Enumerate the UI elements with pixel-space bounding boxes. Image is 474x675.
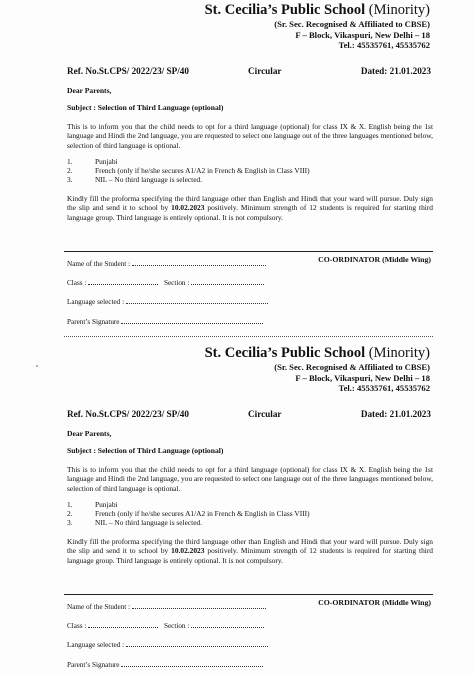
school-address: F – Block, Vikaspuri, New Delhi – 18	[295, 372, 430, 383]
instruction-text-end: positively. Minimum strength of 12 students is required for starting third language group. Third language is entirely optional. It is not compulsory.	[67, 203, 433, 222]
class-blank[interactable]	[88, 278, 158, 285]
language-options-list	[67, 500, 427, 528]
list-item	[67, 500, 427, 509]
school-minority: (Minority)	[368, 345, 430, 361]
option-number: 1.	[67, 157, 73, 166]
student-name-field[interactable]	[67, 259, 266, 268]
school-phone: Tel.: 45535761, 45535762	[338, 383, 430, 393]
language-selected-label: Language selected :	[67, 298, 125, 306]
school-header	[130, 2, 430, 51]
language-selected-label: Language selected :	[67, 641, 125, 649]
circular-date: Dated: 21.01.2023	[360, 409, 431, 419]
intro-paragraph: This is to inform you that the child needs to opt for a third language (optional) for class IX & X. English being the 1st language and Hindi the 2nd language, you are requested to select one language out of the three languages mentioned below, selection of third language is optional.	[67, 465, 433, 493]
option-number: 1.	[67, 500, 73, 509]
student-name-blank[interactable]	[132, 259, 266, 266]
school-affiliation: (Sr. Sec. Recognised & Affiliated to CBSE)	[274, 362, 430, 372]
instruction-text: Kindly fill the proforma specifying the third language other than English and Hindi that your ward will pursue. Duly sign the slip and send it to school by	[67, 537, 433, 556]
instruction-paragraph	[67, 537, 433, 565]
deadline-date: 10.02.2023	[171, 546, 205, 556]
language-selected-field[interactable]	[67, 297, 268, 306]
list-item	[67, 509, 427, 518]
signature-divider	[64, 594, 433, 595]
list-item	[67, 518, 427, 527]
class-section-field[interactable]	[67, 621, 264, 630]
student-name-label: Name of the Student :	[67, 260, 131, 268]
section-blank[interactable]	[191, 621, 264, 628]
subject-line: Subject : Selection of Third Language (optional)	[67, 103, 224, 112]
salutation: Dear Parents,	[67, 429, 112, 438]
school-name	[130, 345, 430, 362]
parent-signature-blank[interactable]	[121, 660, 263, 667]
student-name-blank[interactable]	[132, 602, 266, 609]
section-label: Section :	[163, 279, 190, 287]
language-selected-blank[interactable]	[126, 297, 268, 304]
option-number: 2.	[67, 166, 73, 176]
reference-row	[67, 66, 431, 80]
reference-number: Ref. No.St.CPS/ 2022/23/ SP/40	[67, 66, 189, 76]
student-name-field[interactable]	[67, 602, 266, 611]
list-item	[67, 175, 427, 184]
language-options-list	[67, 157, 427, 185]
option-number: 2.	[67, 509, 73, 519]
cut-line	[64, 336, 433, 337]
school-name	[130, 2, 430, 19]
intro-paragraph: This is to inform you that the child needs to opt for a third language (optional) for class IX & X. English being the 1st language and Hindi the 2nd language, you are requested to select one language out of the three languages mentioned below, selection of third language is optional.	[67, 122, 433, 150]
parent-signature-field[interactable]	[67, 660, 263, 669]
school-minority: (Minority)	[368, 2, 430, 18]
instruction-text-end: positively. Minimum strength of 12 students is required for starting third language group. Third language is entirely optional. It is not compulsory.	[67, 546, 433, 565]
subject-line: Subject : Selection of Third Language (optional)	[67, 446, 224, 455]
option-text: French (only if he/she secures A1/A2 in French & English in Class VIII)	[95, 166, 310, 176]
instruction-paragraph	[67, 194, 433, 222]
option-text: Punjabi	[95, 157, 118, 166]
parent-signature-label: Parent’s Signature	[67, 661, 120, 669]
school-affiliation: (Sr. Sec. Recognised & Affiliated to CBSE)	[274, 19, 430, 29]
option-number: 3.	[67, 518, 73, 528]
scan-speck	[36, 365, 38, 367]
option-text: NIL – No third language is selected.	[95, 518, 203, 528]
circular-label: Circular	[248, 66, 282, 76]
parent-signature-blank[interactable]	[121, 317, 263, 324]
list-item	[67, 166, 427, 175]
circular-date: Dated: 21.01.2023	[360, 66, 431, 76]
class-label: Class :	[67, 622, 87, 630]
option-number: 3.	[67, 175, 73, 185]
reference-number: Ref. No.St.CPS/ 2022/23/ SP/40	[67, 409, 189, 419]
salutation: Dear Parents,	[67, 86, 112, 95]
school-address: F – Block, Vikaspuri, New Delhi – 18	[295, 29, 430, 40]
section-label: Section :	[163, 622, 190, 630]
circular-label: Circular	[248, 409, 282, 419]
language-selected-blank[interactable]	[126, 640, 268, 647]
school-header	[130, 345, 430, 394]
option-text: French (only if he/she secures A1/A2 in French & English in Class VIII)	[95, 509, 310, 519]
class-blank[interactable]	[88, 621, 158, 628]
option-text: NIL – No third language is selected.	[95, 175, 203, 185]
student-name-label: Name of the Student :	[67, 603, 131, 611]
class-section-field[interactable]	[67, 278, 264, 287]
class-label: Class :	[67, 279, 87, 287]
section-blank[interactable]	[191, 278, 264, 285]
parent-signature-label: Parent’s Signature	[67, 318, 120, 326]
reference-row	[67, 409, 431, 423]
coordinator-signature: CO-ORDINATOR (Middle Wing)	[318, 255, 431, 264]
parent-signature-field[interactable]	[67, 317, 263, 326]
school-name-text: St. Cecilia’s Public School	[204, 345, 366, 361]
option-text: Punjabi	[95, 500, 118, 509]
instruction-text: Kindly fill the proforma specifying the third language other than English and Hindi that your ward will pursue. Duly sign the slip and send it to school by	[67, 194, 433, 213]
list-item	[67, 157, 427, 166]
deadline-date: 10.02.2023	[171, 203, 205, 213]
signature-divider	[64, 251, 433, 252]
language-selected-field[interactable]	[67, 640, 268, 649]
coordinator-signature: CO-ORDINATOR (Middle Wing)	[318, 598, 431, 607]
school-name-text: St. Cecilia’s Public School	[204, 2, 366, 18]
school-phone: Tel.: 45535761, 45535762	[338, 40, 430, 50]
